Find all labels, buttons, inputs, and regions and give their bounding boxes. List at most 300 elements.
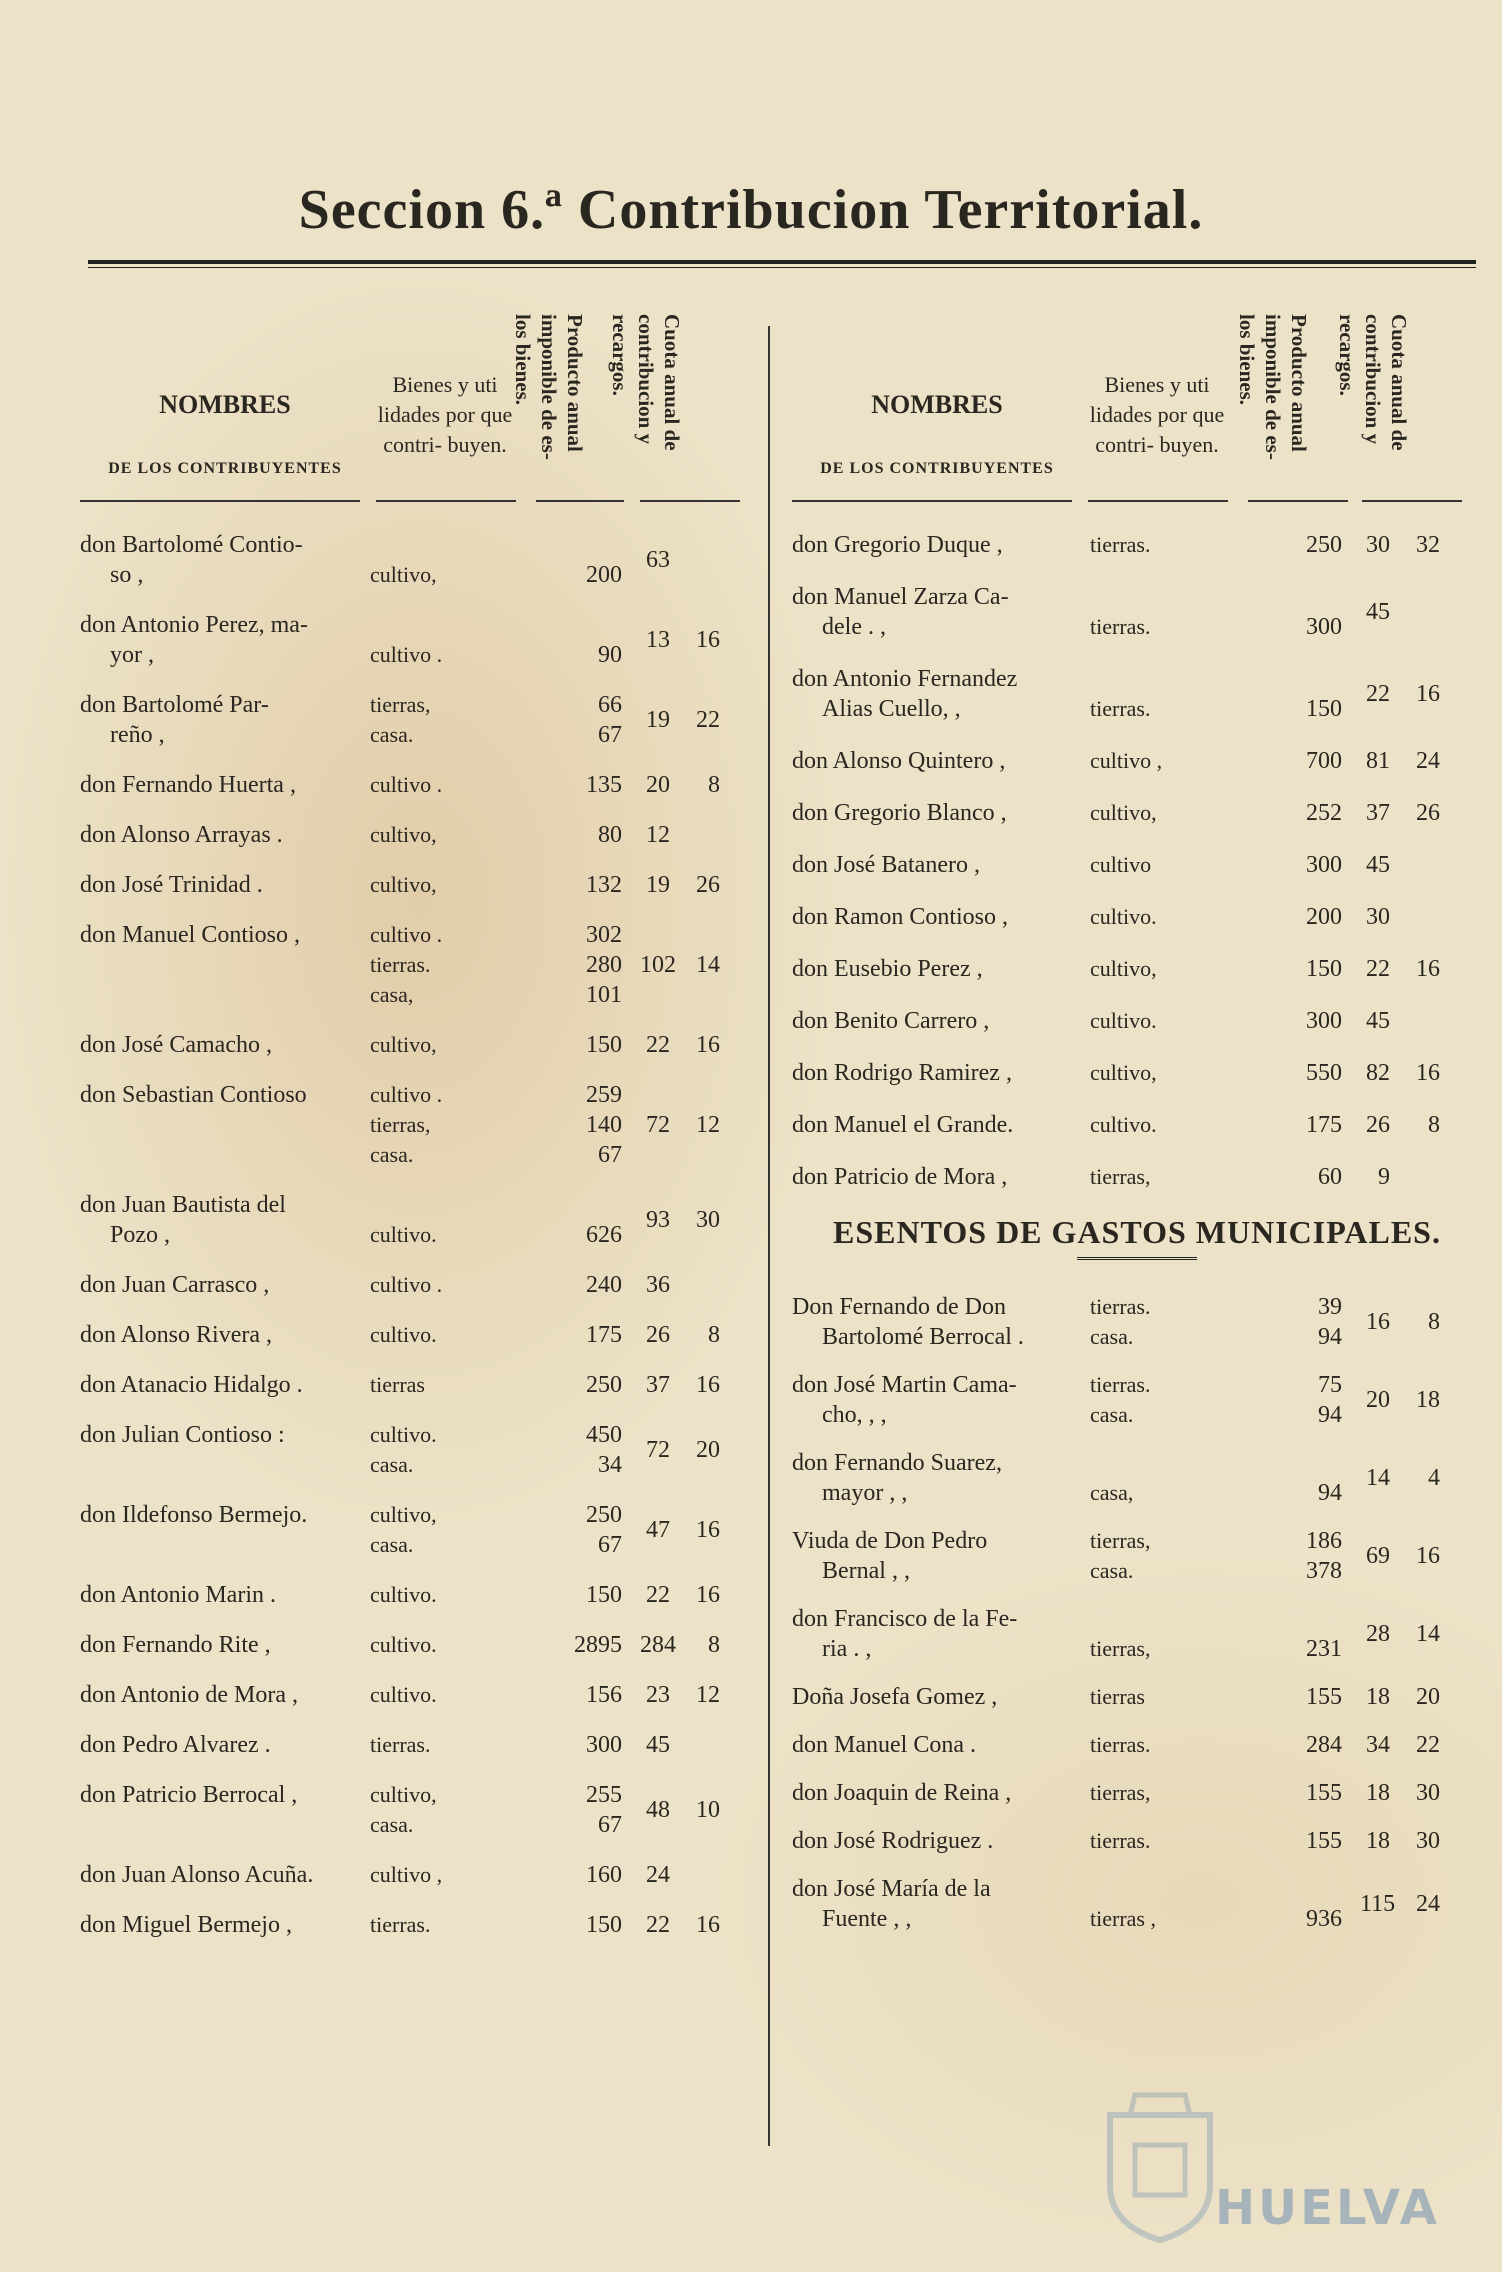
leader-mark — [1220, 1110, 1262, 1140]
annual-product — [542, 870, 632, 900]
quota-maravedis: 30 — [1416, 1780, 1440, 1806]
asset-line: cultivo. — [370, 1582, 437, 1607]
quota-reales: 24 — [646, 1862, 670, 1888]
exempt-rule — [1077, 1257, 1197, 1262]
table-row — [80, 530, 760, 590]
annual-product — [542, 1190, 632, 1250]
asset-type — [1090, 1110, 1220, 1140]
nombres-header: NOMBRES — [159, 390, 291, 419]
quota-maravedis: 30 — [696, 1207, 720, 1233]
contributor-name — [792, 1110, 1090, 1140]
product-value: 450 — [586, 1422, 622, 1448]
name-line: Alias Cuello, , — [822, 696, 961, 722]
quota-reales: 20 — [646, 772, 670, 798]
annual-quota — [632, 1630, 720, 1660]
product-value: 284 — [1306, 1732, 1342, 1758]
product-value: 255 — [586, 1782, 622, 1808]
asset-type — [1090, 1162, 1220, 1192]
quota-reales: 18 — [1366, 1684, 1390, 1710]
annual-product — [1262, 1826, 1352, 1856]
quota-reales: 26 — [1366, 1112, 1390, 1138]
name-line: dele . , — [822, 614, 886, 640]
table-row — [80, 1190, 760, 1250]
annual-quota — [1352, 1874, 1440, 1934]
quota-reales: 18 — [1366, 1780, 1390, 1806]
quota-maravedis: 16 — [1416, 1543, 1440, 1569]
asset-type — [1090, 1058, 1220, 1088]
quota-reales: 34 — [1366, 1732, 1390, 1758]
product-value: 240 — [586, 1272, 622, 1298]
quota-reales: 37 — [1366, 800, 1390, 826]
asset-line: tierras, — [1090, 1528, 1151, 1553]
asset-line: cultivo, — [1090, 1060, 1157, 1085]
leader-mark — [1220, 1006, 1262, 1036]
annual-product — [542, 690, 632, 750]
quota-maravedis: 16 — [1416, 681, 1440, 707]
asset-line: cultivo . — [370, 1082, 443, 1107]
leader-mark — [1220, 746, 1262, 776]
contributor-name — [792, 850, 1090, 880]
name-line: don Joaquin de Reina , — [792, 1780, 1012, 1806]
quota-reales: 30 — [1366, 532, 1390, 558]
asset-type — [370, 870, 500, 900]
asset-line: casa, — [1090, 1480, 1134, 1505]
asset-line: cultivo, — [370, 1502, 437, 1527]
asset-type — [370, 770, 500, 800]
leader-mark — [500, 1910, 542, 1940]
table-row — [80, 1320, 760, 1350]
asset-line: tierras, — [1090, 1780, 1151, 1805]
table-row — [80, 1780, 760, 1840]
contributor-name — [792, 1006, 1090, 1036]
asset-line: cultivo . — [370, 642, 443, 667]
contributor-name — [80, 610, 370, 670]
quota-reales: 48 — [646, 1797, 670, 1823]
asset-line: tierras. — [370, 952, 431, 977]
table-row — [80, 1030, 760, 1060]
table-row — [792, 530, 1482, 560]
annual-quota — [1352, 1448, 1440, 1508]
product-value: 300 — [1306, 1008, 1342, 1034]
annual-product — [1262, 1682, 1352, 1712]
product-value: 200 — [1306, 904, 1342, 930]
asset-type — [1090, 1448, 1220, 1508]
name-line: don Pedro Alvarez . — [80, 1732, 271, 1758]
asset-type — [1090, 902, 1220, 932]
annual-quota — [1352, 582, 1440, 642]
annual-quota — [1352, 1730, 1440, 1760]
asset-line: cultivo. — [370, 1322, 437, 1347]
name-line: don Alonso Arrayas . — [80, 822, 283, 848]
annual-product — [542, 1030, 632, 1060]
header-rule — [640, 500, 740, 502]
table-row — [80, 1860, 760, 1890]
contributor-name — [792, 1682, 1090, 1712]
contributor-name — [80, 1630, 370, 1660]
name-line: don Alonso Rivera , — [80, 1322, 272, 1348]
name-line: don Alonso Quintero , — [792, 748, 1006, 774]
product-value: 132 — [586, 872, 622, 898]
quota-maravedis: 12 — [696, 1112, 720, 1138]
leader-mark — [500, 920, 542, 1010]
annual-product — [1262, 1526, 1352, 1586]
asset-type — [370, 1420, 500, 1480]
contributor-name — [80, 870, 370, 900]
quota-maravedis: 14 — [696, 952, 720, 978]
leader-mark — [1220, 1682, 1262, 1712]
table-row — [80, 820, 760, 850]
annual-product — [542, 1500, 632, 1560]
name-line: don José Martin Cama- — [792, 1372, 1017, 1398]
quota-maravedis: 16 — [696, 1372, 720, 1398]
asset-line: tierras. — [1090, 1372, 1151, 1397]
name-line: Don Fernando de Don — [792, 1294, 1006, 1320]
asset-type — [1090, 664, 1220, 724]
asset-type — [370, 610, 500, 670]
leader-mark — [500, 1030, 542, 1060]
table-row — [792, 850, 1482, 880]
product-value: 300 — [1306, 852, 1342, 878]
annual-product — [542, 1680, 632, 1710]
quota-maravedis: 4 — [1428, 1465, 1440, 1491]
contributor-name — [792, 1826, 1090, 1856]
product-value: 150 — [1306, 956, 1342, 982]
asset-line: cultivo, — [1090, 956, 1157, 981]
annual-quota — [632, 1420, 720, 1480]
table-row — [80, 870, 760, 900]
asset-line: casa. — [370, 1452, 414, 1477]
bienes-header: Bienes y uti lidades por que contri- buyen. — [377, 372, 513, 457]
quota-maravedis: 20 — [696, 1437, 720, 1463]
quota-maravedis: 16 — [696, 1912, 720, 1938]
asset-line: casa. — [370, 1532, 414, 1557]
name-line: don Atanacio Hidalgo . — [80, 1372, 303, 1398]
quota-maravedis: 10 — [696, 1797, 720, 1823]
name-line: don Patricio de Mora , — [792, 1164, 1008, 1190]
contributor-name — [792, 582, 1090, 642]
annual-product — [542, 1780, 632, 1840]
asset-type — [370, 1630, 500, 1660]
table-row — [80, 1500, 760, 1560]
asset-type — [1090, 850, 1220, 880]
name-line: don Manuel Cona . — [792, 1732, 976, 1758]
product-value: 66 — [598, 692, 622, 718]
quota-maravedis: 26 — [1416, 800, 1440, 826]
annual-product — [542, 1730, 632, 1760]
table-row — [80, 1910, 760, 1940]
contributor-name — [792, 1526, 1090, 1586]
product-value: 155 — [1306, 1828, 1342, 1854]
product-value: 94 — [1318, 1480, 1342, 1506]
annual-product — [1262, 1604, 1352, 1664]
asset-type — [370, 530, 500, 590]
asset-line: casa. — [1090, 1558, 1134, 1583]
product-value: 67 — [598, 1812, 622, 1838]
quota-maravedis: 8 — [1428, 1309, 1440, 1335]
table-row — [80, 1730, 760, 1760]
table-row — [80, 770, 760, 800]
asset-type — [370, 1190, 500, 1250]
asset-line: cultivo. — [370, 1632, 437, 1657]
name-line: Bartolomé Berrocal . — [822, 1324, 1024, 1350]
asset-line: tierras, — [1090, 1636, 1151, 1661]
name-line: don Antonio Marin . — [80, 1582, 276, 1608]
annual-product — [542, 1580, 632, 1610]
product-value: 39 — [1318, 1294, 1342, 1320]
left-rows — [80, 530, 760, 1940]
annual-quota — [1352, 1162, 1440, 1192]
quota-maravedis: 8 — [708, 1632, 720, 1658]
quota-reales: 93 — [646, 1207, 670, 1233]
leader-mark — [500, 1730, 542, 1760]
annual-quota — [632, 1080, 720, 1170]
right-rows — [792, 530, 1482, 1192]
annual-product — [1262, 1110, 1352, 1140]
table-row — [80, 1420, 760, 1480]
header-rule — [1362, 500, 1462, 502]
product-value: 700 — [1306, 748, 1342, 774]
annual-quota — [1352, 1526, 1440, 1586]
annual-product — [1262, 1292, 1352, 1352]
annual-product — [1262, 1448, 1352, 1508]
name-line: don Ramon Contioso , — [792, 904, 1009, 930]
name-line: don Fernando Suarez, — [792, 1450, 1002, 1476]
quota-maravedis: 22 — [696, 707, 720, 733]
asset-line: tierras. — [1090, 1294, 1151, 1319]
asset-line: cultivo , — [1090, 748, 1163, 773]
product-value: 186 — [1306, 1528, 1342, 1554]
asset-line: tierras. — [1090, 1828, 1151, 1853]
leader-mark — [500, 1680, 542, 1710]
name-line: don José Trinidad . — [80, 872, 263, 898]
quota-maravedis: 8 — [708, 1322, 720, 1348]
asset-type — [370, 1680, 500, 1710]
quota-reales: 69 — [1366, 1543, 1390, 1569]
annual-quota — [632, 1270, 720, 1300]
table-row — [80, 690, 760, 750]
annual-quota — [632, 530, 720, 590]
leader-mark — [500, 820, 542, 850]
header-rule — [80, 500, 360, 502]
product-value: 155 — [1306, 1684, 1342, 1710]
asset-type — [1090, 1730, 1220, 1760]
quota-maravedis: 24 — [1416, 748, 1440, 774]
asset-line: cultivo. — [1090, 1112, 1157, 1137]
exempt-rows — [792, 1292, 1482, 1934]
annual-product — [1262, 850, 1352, 880]
annual-quota — [1352, 746, 1440, 776]
product-value: 150 — [586, 1912, 622, 1938]
asset-line: tierras. — [1090, 614, 1151, 639]
asset-line: tierras, — [370, 692, 431, 717]
contributor-name — [792, 1604, 1090, 1664]
name-line: yor , — [110, 642, 154, 668]
annual-product — [542, 610, 632, 670]
table-row — [792, 1162, 1482, 1192]
exempt-section-title: ESENTOS DE GASTOS MUNICIPALES. — [833, 1214, 1441, 1250]
annual-product — [542, 1080, 632, 1170]
name-line: don Juan Bautista del — [80, 1192, 286, 1218]
asset-type — [1090, 1682, 1220, 1712]
annual-quota — [1352, 1604, 1440, 1664]
product-value: 280 — [586, 952, 622, 978]
annual-quota — [1352, 530, 1440, 560]
asset-type — [1090, 1604, 1220, 1664]
contributor-name — [792, 1162, 1090, 1192]
asset-line: cultivo, — [370, 1032, 437, 1057]
right-table-header — [792, 300, 1482, 500]
product-value: 250 — [586, 1502, 622, 1528]
annual-product — [542, 1370, 632, 1400]
product-value: 250 — [1306, 532, 1342, 558]
annual-product — [1262, 954, 1352, 984]
contributor-name — [80, 690, 370, 750]
annual-quota — [632, 690, 720, 750]
annual-quota — [1352, 1058, 1440, 1088]
quota-reales: 22 — [1366, 681, 1390, 707]
name-line: don José María de la — [792, 1876, 991, 1902]
table-row — [792, 798, 1482, 828]
product-value: 67 — [598, 1532, 622, 1558]
contributor-name — [792, 1370, 1090, 1430]
contributor-name — [80, 1320, 370, 1350]
asset-type — [370, 690, 500, 750]
leader-mark — [1220, 1058, 1262, 1088]
asset-line: tierras — [370, 1372, 425, 1397]
leader-mark — [1220, 954, 1262, 984]
quota-maravedis: 16 — [696, 1032, 720, 1058]
name-line: don Manuel el Grande. — [792, 1112, 1014, 1138]
name-line: don Francisco de la Fe- — [792, 1606, 1018, 1632]
city-seal-icon — [1090, 2085, 1230, 2245]
asset-type — [1090, 582, 1220, 642]
leader-mark — [500, 530, 542, 590]
quota-reales: 18 — [1366, 1828, 1390, 1854]
contribuyentes-header: DE LOS CONTRIBUYENTES — [108, 460, 342, 477]
annual-quota — [632, 770, 720, 800]
table-row — [792, 1058, 1482, 1088]
annual-quota — [1352, 1370, 1440, 1430]
table-row — [792, 1292, 1482, 1352]
annual-quota — [1352, 664, 1440, 724]
left-table — [80, 300, 760, 1960]
annual-product — [1262, 664, 1352, 724]
leader-mark — [500, 690, 542, 750]
table-row — [80, 1370, 760, 1400]
name-line: don José Batanero , — [792, 852, 980, 878]
quota-reales: 12 — [646, 822, 670, 848]
contribuyentes-header: DE LOS CONTRIBUYENTES — [820, 460, 1054, 477]
asset-line: cultivo. — [370, 1422, 437, 1447]
producto-header: Producto anual imponible de es- los bienes. — [511, 314, 587, 460]
annual-product — [542, 530, 632, 590]
quota-reales: 28 — [1366, 1621, 1390, 1647]
contributor-name — [792, 1778, 1090, 1808]
name-line: Fuente , , — [822, 1906, 912, 1932]
annual-quota — [632, 610, 720, 670]
leader-mark — [1220, 1874, 1262, 1934]
asset-line: cultivo. — [1090, 904, 1157, 929]
quota-reales: 26 — [646, 1322, 670, 1348]
product-value: 150 — [1306, 696, 1342, 722]
annual-quota — [1352, 798, 1440, 828]
asset-line: cultivo . — [370, 1272, 443, 1297]
contributor-name — [80, 1420, 370, 1480]
quota-maravedis: 16 — [696, 627, 720, 653]
product-value: 156 — [586, 1682, 622, 1708]
leader-mark — [500, 1190, 542, 1250]
leader-mark — [1220, 664, 1262, 724]
product-value: 94 — [1318, 1324, 1342, 1350]
table-row — [792, 1110, 1482, 1140]
product-value: 150 — [586, 1582, 622, 1608]
product-value: 175 — [586, 1322, 622, 1348]
quota-reales: 82 — [1366, 1060, 1390, 1086]
annual-quota — [1352, 1110, 1440, 1140]
annual-product — [542, 1910, 632, 1940]
asset-type — [370, 920, 500, 1010]
quota-maravedis: 20 — [1416, 1684, 1440, 1710]
quota-maravedis: 16 — [696, 1582, 720, 1608]
name-line: cho, , , — [822, 1402, 887, 1428]
annual-quota — [632, 1320, 720, 1350]
name-line: don Juan Alonso Acuña. — [80, 1862, 314, 1888]
asset-line: cultivo — [1090, 852, 1152, 877]
quota-reales: 37 — [646, 1372, 670, 1398]
leader-mark — [1220, 1162, 1262, 1192]
quota-reales: 45 — [1366, 599, 1390, 625]
column-divider — [768, 326, 770, 2146]
contributor-name — [792, 954, 1090, 984]
quota-maravedis: 16 — [1416, 956, 1440, 982]
table-row — [792, 1604, 1482, 1664]
asset-line: cultivo, — [370, 872, 437, 897]
asset-type — [1090, 1526, 1220, 1586]
table-row — [80, 1630, 760, 1660]
asset-line: casa. — [370, 722, 414, 747]
leader-mark — [1220, 530, 1262, 560]
header-rule — [792, 500, 1072, 502]
asset-line: cultivo . — [370, 922, 443, 947]
nombres-header: NOMBRES — [871, 390, 1003, 419]
product-value: 2895 — [574, 1632, 622, 1658]
quota-reales: 81 — [1366, 748, 1390, 774]
leader-mark — [1220, 1778, 1262, 1808]
table-row — [80, 920, 760, 1010]
name-line: don Miguel Bermejo , — [80, 1912, 292, 1938]
name-line: don Bartolomé Par- — [80, 692, 269, 718]
contributor-name — [80, 1190, 370, 1250]
annual-product — [1262, 1874, 1352, 1934]
asset-line: cultivo, — [370, 822, 437, 847]
quota-reales: 102 — [640, 952, 676, 978]
name-line: Viuda de Don Pedro — [792, 1528, 988, 1554]
product-value: 155 — [1306, 1780, 1342, 1806]
leader-mark — [500, 1860, 542, 1890]
annual-product — [1262, 798, 1352, 828]
contributor-name — [792, 664, 1090, 724]
header-rule — [376, 500, 516, 502]
quota-reales: 22 — [646, 1032, 670, 1058]
leader-mark — [500, 870, 542, 900]
asset-type — [370, 1580, 500, 1610]
name-line: don José Camacho , — [80, 1032, 272, 1058]
quota-reales: 23 — [646, 1682, 670, 1708]
header-rule — [536, 500, 624, 502]
contributor-name — [80, 920, 370, 1010]
product-value: 378 — [1306, 1558, 1342, 1584]
header-rule — [1248, 500, 1348, 502]
